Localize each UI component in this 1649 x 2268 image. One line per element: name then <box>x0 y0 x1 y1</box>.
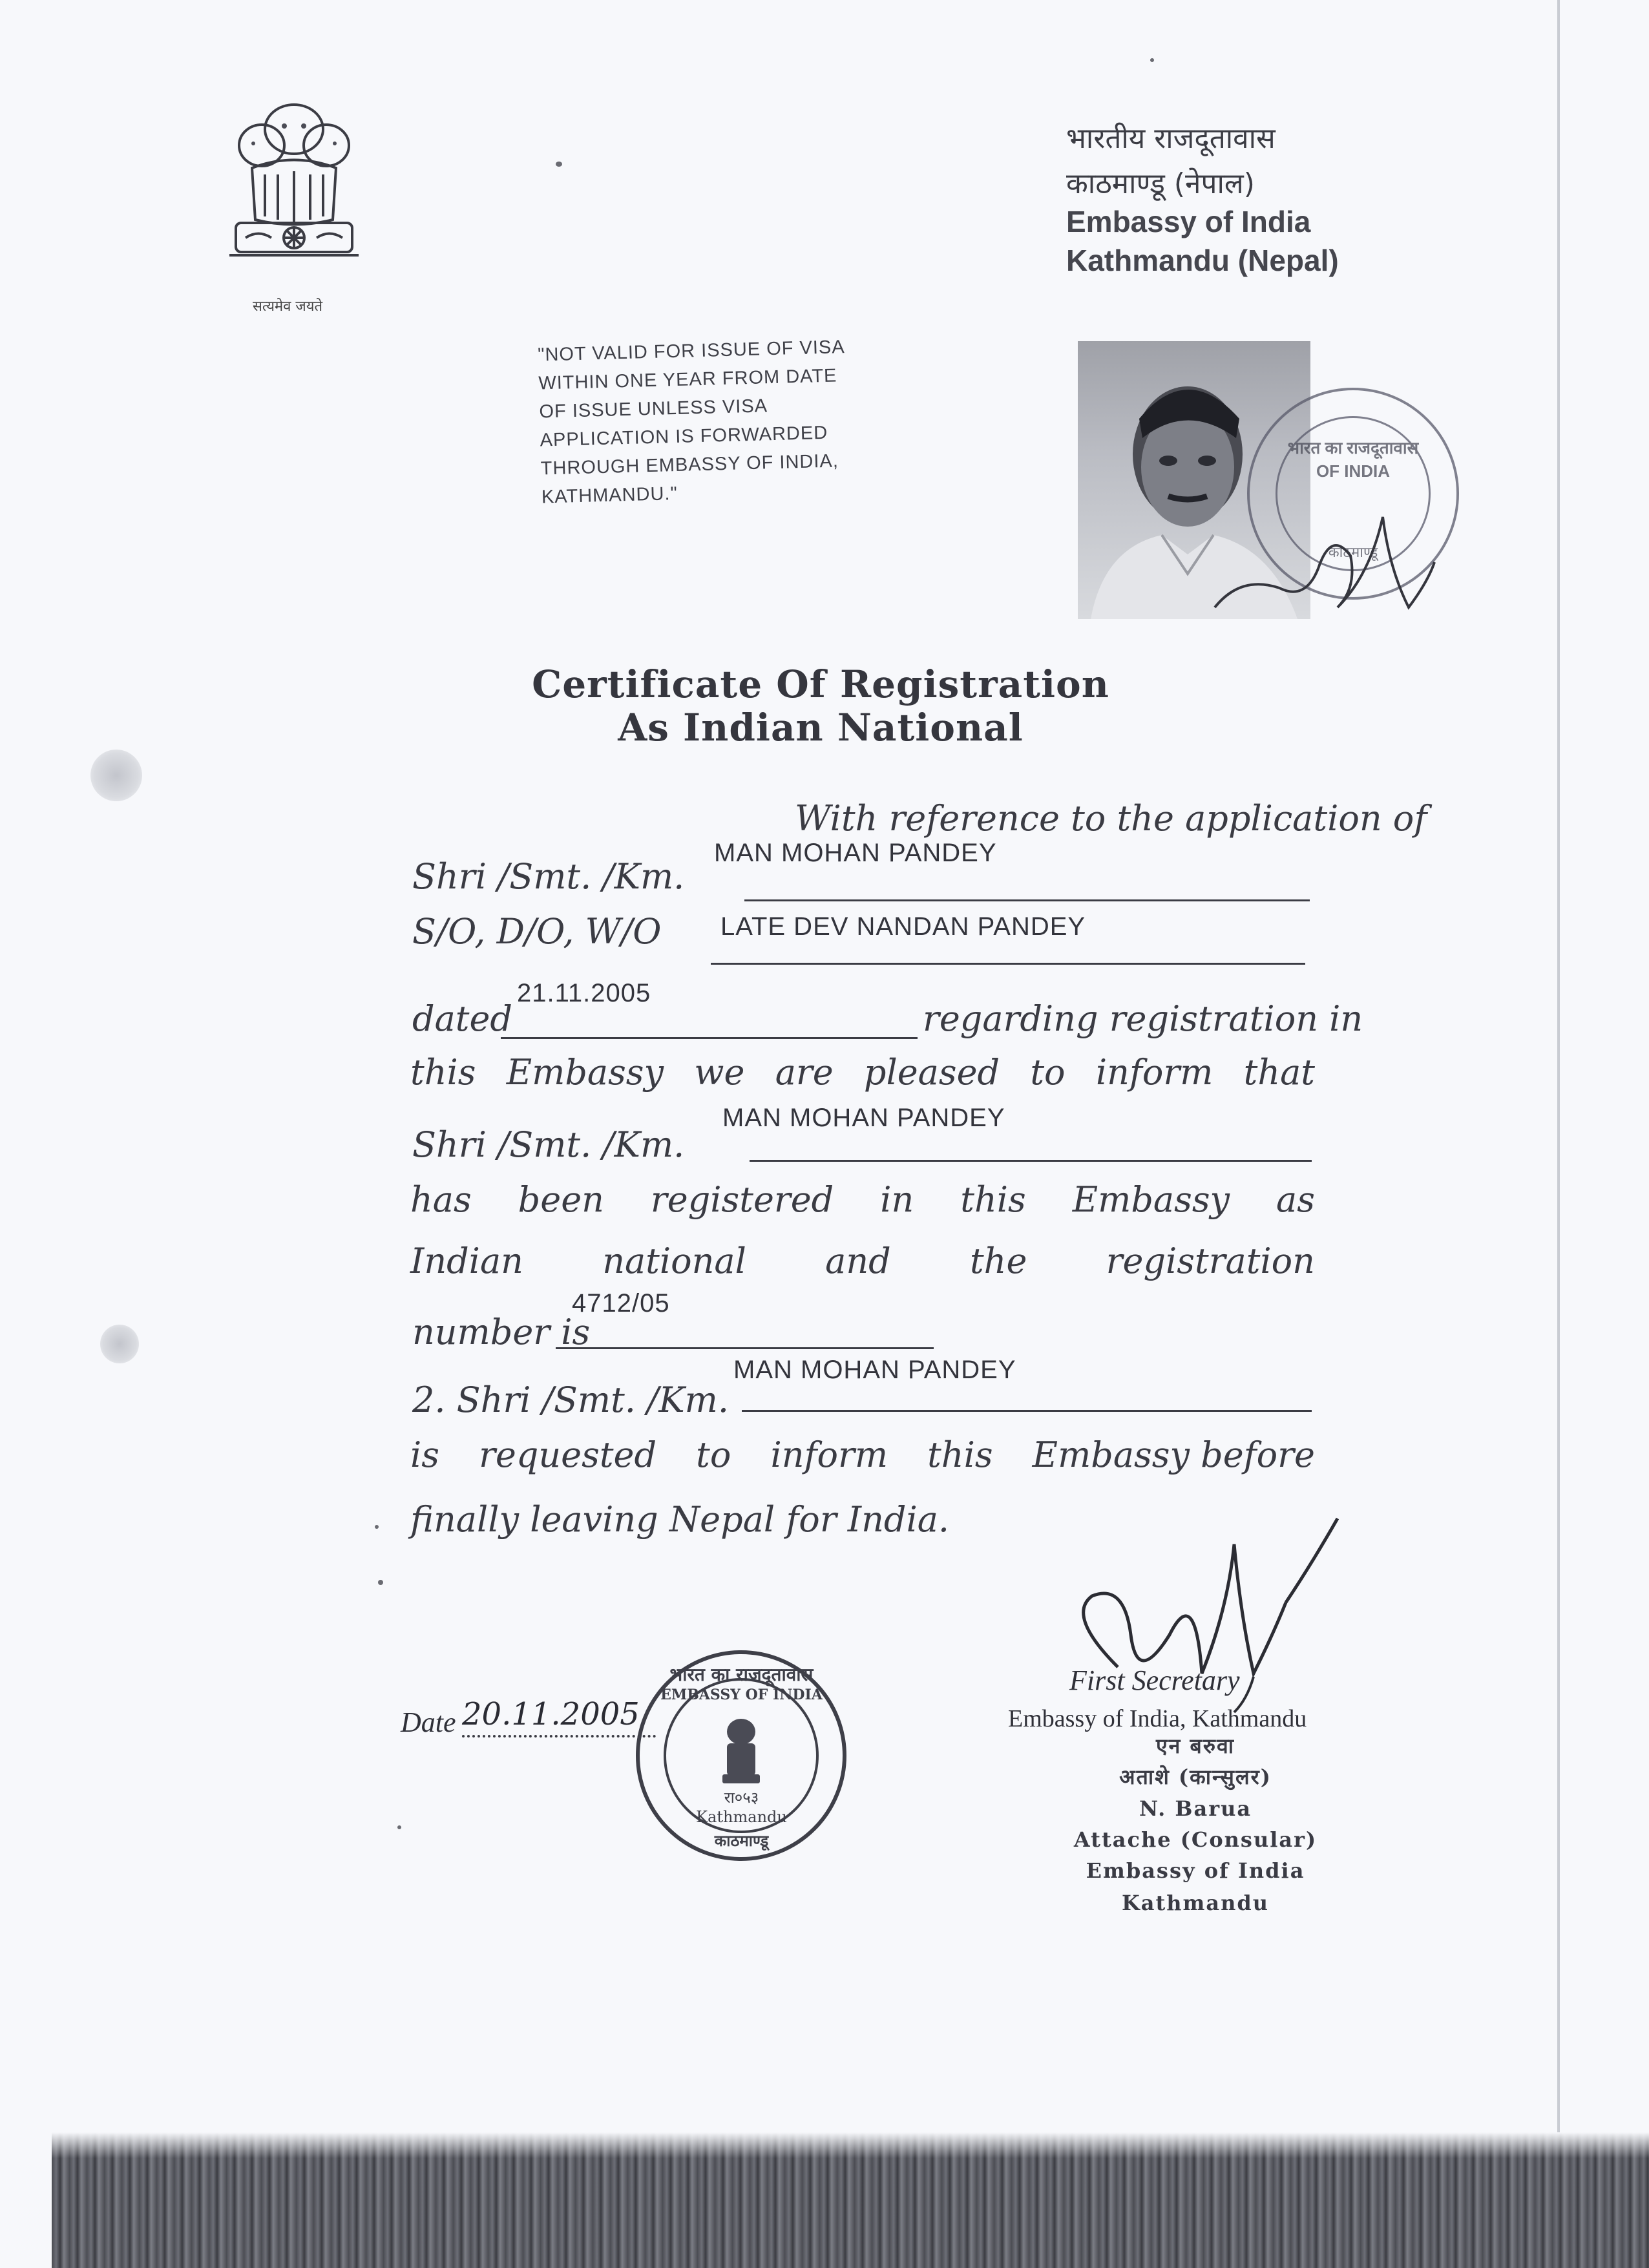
body-word: to <box>696 1434 731 1475</box>
body-word: pleased <box>863 1052 1000 1093</box>
round-seal-city: Kathmandu <box>696 1808 787 1826</box>
body-word: Embassy <box>506 1052 664 1093</box>
date-line <box>462 1735 656 1738</box>
body-row-indian <box>410 1241 1315 1281</box>
dated-value: 21.11.2005 <box>517 979 651 1007</box>
closing-text: finally leaving Nepal for India. <box>410 1499 950 1540</box>
body-word: as <box>1276 1179 1315 1220</box>
notice-line: KATHMANDU." <box>541 483 678 508</box>
body-word: inform <box>770 1434 888 1475</box>
header-embassy-name: Embassy of India <box>1066 205 1311 238</box>
body-word: in <box>880 1179 914 1220</box>
stamp-line: N. Barua <box>1139 1796 1252 1821</box>
para2-name: MAN MOHAN PANDEY <box>733 1356 1016 1384</box>
body-word: this <box>410 1052 476 1093</box>
applicant-name: MAN MOHAN PANDEY <box>714 839 997 867</box>
dated-line <box>501 1037 918 1039</box>
round-seal-english: EMBASSY OF INDIA <box>660 1686 823 1703</box>
body-word: that <box>1243 1052 1315 1093</box>
visa-notice-stamp <box>538 331 914 512</box>
body-word: are <box>775 1052 834 1093</box>
national-emblem-icon <box>213 90 375 284</box>
registration-number: 4712/05 <box>572 1289 670 1318</box>
applicant-name-line <box>744 899 1310 901</box>
header-embassy-city: Kathmandu (Nepal) <box>1066 244 1339 277</box>
certificate-title: Certificate Of Registration <box>532 662 1109 706</box>
emblem-motto: सत्यमेव जयते <box>252 299 323 315</box>
body-word: this <box>960 1179 1026 1220</box>
notice-line: "NOT VALID FOR ISSUE OF VISA <box>537 337 846 366</box>
body-row-embassy <box>410 1052 1315 1093</box>
body-word: the <box>969 1241 1027 1281</box>
photo-seal-bottom-text: काठमाण्डू <box>1328 545 1378 561</box>
scan-speck <box>378 1580 383 1585</box>
scan-speck <box>1150 58 1154 62</box>
body-row-requested <box>410 1434 1315 1475</box>
body-word: we <box>694 1052 745 1093</box>
body-word: registered <box>650 1179 834 1220</box>
body-word: has <box>410 1179 472 1220</box>
registration-number-line <box>556 1347 934 1349</box>
scan-speck <box>375 1525 379 1529</box>
date-label: Date <box>401 1706 456 1738</box>
body-word: been <box>518 1179 604 1220</box>
notice-line: WITHIN ONE YEAR FROM DATE <box>538 365 837 394</box>
stamp-line: एन बरुवा <box>1155 1734 1235 1758</box>
intro-text: With reference to the application of <box>795 798 1427 839</box>
number-label: number is <box>412 1312 591 1352</box>
relation-name-line <box>711 963 1305 965</box>
body-word: to <box>1030 1052 1066 1093</box>
para2-label: 2. Shri /Smt. /Km. <box>412 1380 730 1420</box>
body-word: Indian <box>410 1241 523 1281</box>
round-seal-top-text: भारत का राजदूतावास <box>669 1664 814 1685</box>
notice-line: THROUGH EMBASSY OF INDIA, <box>540 450 839 479</box>
relation-label: S/O, D/O, W/O <box>412 911 662 952</box>
photo-signature-icon <box>1189 478 1447 633</box>
scan-bottom-edge <box>52 2132 1649 2268</box>
body-word: Embassy before <box>1032 1434 1315 1475</box>
header-hindi-city: काठमाण्डू (नेपाल) <box>1066 167 1255 200</box>
stamp-line: Attache (Consular) <box>1073 1827 1318 1852</box>
certificate-subtitle: As Indian National <box>618 706 1024 750</box>
body-word: Embassy <box>1072 1179 1230 1220</box>
stamp-line: Kathmandu <box>1121 1891 1270 1915</box>
signatory-embassy: Embassy of India, Kathmandu <box>1008 1705 1307 1732</box>
registered-name-line <box>750 1160 1312 1162</box>
shri-label: Shri /Smt. /Km. <box>412 856 685 897</box>
photo-seal-top-text: भारत का राजदूतावास <box>1287 438 1419 457</box>
shri-label-2: Shri /Smt. /Km. <box>412 1124 685 1165</box>
stamp-line: Embassy of India <box>1086 1858 1305 1883</box>
photo-seal-english: OF INDIA <box>1316 461 1391 481</box>
punch-hole-top <box>90 750 142 801</box>
body-word: this <box>927 1434 993 1475</box>
punch-hole-bottom <box>100 1325 139 1363</box>
body-word: is <box>410 1434 439 1475</box>
para2-name-line <box>742 1410 1312 1412</box>
scan-speck <box>556 162 562 167</box>
body-word: national <box>602 1241 746 1281</box>
stamp-line: अताशे (कान्सुलर) <box>1119 1765 1272 1789</box>
header-hindi-embassy: भारतीय राजदूतावास <box>1066 122 1276 155</box>
embassy-round-seal <box>633 1648 850 1864</box>
scan-speck <box>397 1825 401 1829</box>
notice-line: APPLICATION IS FORWARDED <box>540 422 828 451</box>
page-edge-right <box>1557 0 1560 2139</box>
round-seal-bottom: काठमाण्डू <box>714 1832 769 1850</box>
signatory-title: First Secretary <box>1069 1664 1240 1696</box>
round-seal-mid: रा०५३ <box>724 1789 759 1807</box>
body-word: inform <box>1095 1052 1213 1093</box>
body-word: registration <box>1106 1241 1315 1281</box>
regarding-text: regarding registration in <box>923 998 1363 1039</box>
relation-name: LATE DEV NANDAN PANDEY <box>720 912 1086 941</box>
date-value: 20.11.2005 <box>462 1696 640 1732</box>
body-row-registered <box>410 1179 1315 1220</box>
body-word: and <box>825 1241 891 1281</box>
body-word: requested <box>479 1434 657 1475</box>
registered-name: MAN MOHAN PANDEY <box>722 1104 1005 1132</box>
notice-line: OF ISSUE UNLESS VISA <box>539 395 768 423</box>
dated-label: dated <box>412 998 512 1039</box>
